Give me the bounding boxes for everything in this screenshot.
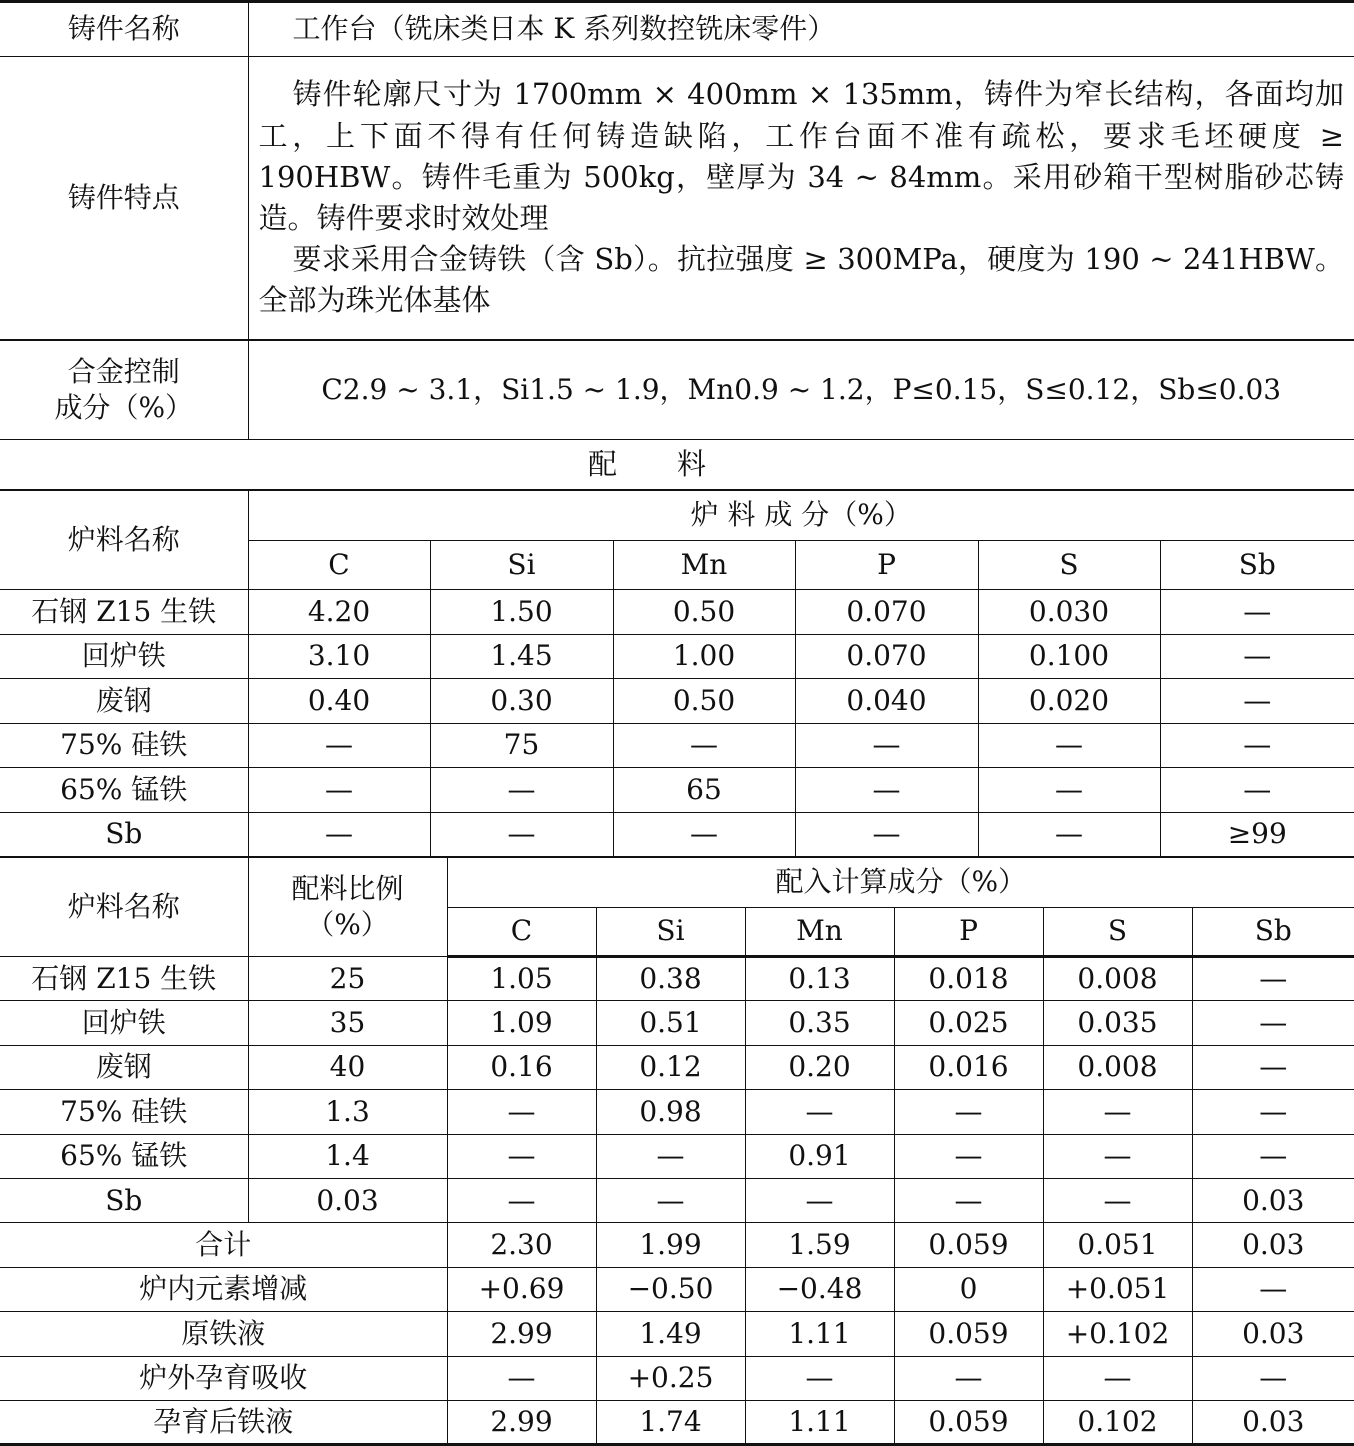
mix-header-row: [0, 858, 1354, 908]
mix-cell: —: [447, 1090, 596, 1134]
mix-summary-cell: 0.03: [1192, 1312, 1354, 1356]
mix-summary-cell: —: [1043, 1356, 1192, 1400]
mix-cell: —: [1043, 1178, 1192, 1222]
charge-row-name: 废钢: [0, 679, 248, 724]
mix-summary-row: [0, 1400, 1354, 1444]
charge-body: [0, 590, 1354, 857]
mix-row: [0, 1178, 1354, 1222]
alloy-control-label-line1: 合金控制: [67, 354, 180, 388]
mix-summary-name: 原铁液: [0, 1312, 447, 1356]
mix-cell: —: [1192, 1045, 1354, 1089]
mix-cell: —: [745, 1178, 894, 1222]
mix-summary-name: 炉内元素增减: [0, 1267, 447, 1311]
mix-row: [0, 957, 1354, 1001]
charge-cell: —: [1160, 590, 1354, 635]
charge-cell: —: [613, 812, 795, 857]
charge-cell: —: [795, 723, 978, 768]
charge-row-name: 回炉铁: [0, 634, 248, 679]
mix-row-name: Sb: [0, 1178, 248, 1222]
mix-cell: —: [745, 1090, 894, 1134]
mix-summary-name: 炉外孕育吸收: [0, 1356, 447, 1400]
charge-cell: 3.10: [248, 634, 430, 679]
mix-cell: 0.16: [447, 1045, 596, 1089]
mix-row-ratio: 25: [248, 957, 447, 1001]
mix-summary-cell: +0.69: [447, 1267, 596, 1311]
mix-row-name: 65% 锰铁: [0, 1134, 248, 1178]
charge-col-header: S: [978, 541, 1160, 590]
charge-cell: 0.40: [248, 679, 430, 724]
charge-row: [0, 812, 1354, 857]
mix-cell: —: [1192, 957, 1354, 1001]
mix-ratio-header-line2: （%）: [306, 908, 389, 941]
mix-cell: 1.05: [447, 957, 596, 1001]
charge-row-name: 石钢 Z15 生铁: [0, 590, 248, 635]
mix-summary-cell: 0: [894, 1267, 1043, 1311]
mix-cell: 0.13: [745, 957, 894, 1001]
alloy-control-label-line2: 成分（%）: [54, 391, 194, 424]
charge-cell: —: [430, 812, 613, 857]
charge-cell: 0.50: [613, 679, 795, 724]
mix-cell: —: [894, 1134, 1043, 1178]
charge-group-header: 炉 料 成 分（%）: [248, 491, 1354, 541]
mix-col-header: Si: [596, 908, 745, 957]
charge-col-header: P: [795, 541, 978, 590]
casting-info-table: [0, 0, 1354, 340]
charge-col-header: Sb: [1160, 541, 1354, 590]
charge-name-header: 炉料名称: [0, 491, 248, 590]
mix-ratio-header: [248, 858, 447, 957]
mix-col-header: Sb: [1192, 908, 1354, 957]
casting-name-label: 铸件名称: [0, 2, 248, 57]
mix-cell: —: [894, 1178, 1043, 1222]
charge-row: [0, 723, 1354, 768]
mix-col-header: S: [1043, 908, 1192, 957]
mix-cell: 0.03: [1192, 1178, 1354, 1222]
mix-cell: —: [1192, 1090, 1354, 1134]
mix-summary-cell: 1.49: [596, 1312, 745, 1356]
charge-cell: 0.070: [795, 634, 978, 679]
charge-cell: —: [795, 768, 978, 813]
mix-cell: 0.025: [894, 1001, 1043, 1045]
mix-col-header: C: [447, 908, 596, 957]
charge-cell: 0.50: [613, 590, 795, 635]
charge-row: [0, 634, 1354, 679]
charge-cell: 0.070: [795, 590, 978, 635]
mix-summary-row: [0, 1223, 1354, 1267]
mix-cell: 0.38: [596, 957, 745, 1001]
alloy-control-table: [0, 340, 1354, 490]
mix-calculation-table: [0, 857, 1354, 1446]
charge-header-row: [0, 491, 1354, 541]
charge-cell: 1.45: [430, 634, 613, 679]
charge-cell: —: [248, 812, 430, 857]
mix-row: [0, 1134, 1354, 1178]
mix-cell: 1.09: [447, 1001, 596, 1045]
charge-cell: 4.20: [248, 590, 430, 635]
casting-feature-paragraph-1: 铸件轮廓尺寸为 1700mm × 400mm × 135mm，铸件为窄长结构，各面均加工，上下面不得有任何铸造缺陷，工作台面不准有疏松，要求毛坯硬度 ≥ 190HBW。铸件毛重为 500kg，壁厚为 34 ~ 84mm。采用砂箱干型树脂砂芯铸造。铸件要求时效处理: [258, 77, 1344, 235]
charge-cell: —: [978, 768, 1160, 813]
mix-summary-name: 孕育后铁液: [0, 1400, 447, 1444]
mix-summary-cell: 2.99: [447, 1400, 596, 1444]
mix-summary-cell: −0.50: [596, 1267, 745, 1311]
mix-summary-cell: 0.059: [894, 1312, 1043, 1356]
mix-summary-row: [0, 1312, 1354, 1356]
mix-row-name: 75% 硅铁: [0, 1090, 248, 1134]
charge-cell: —: [1160, 723, 1354, 768]
mix-cell: 0.51: [596, 1001, 745, 1045]
mix-summary-cell: 0.059: [894, 1400, 1043, 1444]
mix-summary-cell: —: [745, 1356, 894, 1400]
section-title: 配料: [0, 440, 1354, 490]
mix-summary-name: 合计: [0, 1223, 447, 1267]
charge-cell: —: [795, 812, 978, 857]
mix-cell: 0.008: [1043, 957, 1192, 1001]
alloy-control-row: [0, 341, 1354, 440]
mix-cell: 0.20: [745, 1045, 894, 1089]
mix-cell: 0.018: [894, 957, 1043, 1001]
charge-row: [0, 768, 1354, 813]
mix-col-header: P: [894, 908, 1043, 957]
mix-summary-row: [0, 1267, 1354, 1311]
mix-summary-cell: +0.102: [1043, 1312, 1192, 1356]
mix-row-ratio: 35: [248, 1001, 447, 1045]
charge-cell: —: [248, 768, 430, 813]
mix-cell: —: [894, 1090, 1043, 1134]
charge-col-header: Si: [430, 541, 613, 590]
mix-cell: —: [1043, 1134, 1192, 1178]
mix-cell: 0.35: [745, 1001, 894, 1045]
mix-cell: 0.016: [894, 1045, 1043, 1089]
mix-cell: —: [447, 1134, 596, 1178]
mix-cell: 0.008: [1043, 1045, 1192, 1089]
mix-cell: —: [447, 1178, 596, 1222]
mix-summary-cell: 0.03: [1192, 1400, 1354, 1444]
mix-summary-cell: −0.48: [745, 1267, 894, 1311]
charge-row: [0, 590, 1354, 635]
mix-row-name: 废钢: [0, 1045, 248, 1089]
mix-summary-cell: 2.99: [447, 1312, 596, 1356]
mix-summary-cell: —: [447, 1356, 596, 1400]
charge-cell: 75: [430, 723, 613, 768]
charge-row-name: Sb: [0, 812, 248, 857]
mix-summary-cell: 0.03: [1192, 1223, 1354, 1267]
alloy-control-label: [0, 341, 248, 440]
mix-row-ratio: 0.03: [248, 1178, 447, 1222]
mix-cell: 0.035: [1043, 1001, 1192, 1045]
mix-body: [0, 957, 1354, 1445]
mix-summary-cell: —: [894, 1356, 1043, 1400]
charge-cell: —: [430, 768, 613, 813]
mix-summary-cell: +0.25: [596, 1356, 745, 1400]
casting-feature-row: [0, 57, 1354, 340]
mix-cell: 0.12: [596, 1045, 745, 1089]
alloy-control-value: C2.9 ~ 3.1，Si1.5 ~ 1.9，Mn0.9 ~ 1.2，P≤0.15，S≤0.12，Sb≤0.03: [248, 341, 1354, 440]
mix-row-name: 回炉铁: [0, 1001, 248, 1045]
mix-summary-cell: 1.99: [596, 1223, 745, 1267]
charge-col-header: C: [248, 541, 430, 590]
mix-summary-cell: 1.11: [745, 1400, 894, 1444]
mix-summary-cell: 2.30: [447, 1223, 596, 1267]
mix-summary-cell: +0.051: [1043, 1267, 1192, 1311]
charge-cell: —: [613, 723, 795, 768]
charge-cell: —: [978, 812, 1160, 857]
charge-cell: 0.30: [430, 679, 613, 724]
charge-col-header: Mn: [613, 541, 795, 590]
charge-cell: —: [1160, 634, 1354, 679]
charge-composition-table: [0, 490, 1354, 857]
mix-cell: 0.98: [596, 1090, 745, 1134]
mix-summary-row: [0, 1356, 1354, 1400]
mix-summary-cell: 0.059: [894, 1223, 1043, 1267]
mix-row: [0, 1001, 1354, 1045]
mix-row-ratio: 1.4: [248, 1134, 447, 1178]
mix-name-header: 炉料名称: [0, 858, 248, 957]
charge-cell: 0.030: [978, 590, 1160, 635]
mix-cell: —: [596, 1134, 745, 1178]
mix-summary-cell: 0.051: [1043, 1223, 1192, 1267]
mix-row: [0, 1045, 1354, 1089]
charge-cell: ≥99: [1160, 812, 1354, 857]
mix-cell: —: [596, 1178, 745, 1222]
mix-summary-cell: 1.11: [745, 1312, 894, 1356]
mix-cell: —: [1043, 1090, 1192, 1134]
mix-cell: 0.91: [745, 1134, 894, 1178]
casting-name-value: 工作台（铣床类日本 K 系列数控铣床零件）: [248, 2, 1354, 57]
casting-feature-label: 铸件特点: [0, 57, 248, 340]
mix-group-header: 配入计算成分（%）: [447, 858, 1354, 908]
mix-cell: —: [1192, 1001, 1354, 1045]
mix-summary-cell: 0.102: [1043, 1400, 1192, 1444]
charge-cell: —: [1160, 679, 1354, 724]
mix-row-ratio: 1.3: [248, 1090, 447, 1134]
charge-row-name: 65% 锰铁: [0, 768, 248, 813]
charge-cell: 1.50: [430, 590, 613, 635]
charge-row-name: 75% 硅铁: [0, 723, 248, 768]
charge-cell: 0.020: [978, 679, 1160, 724]
casting-feature-body: [248, 57, 1354, 340]
mix-summary-cell: —: [1192, 1356, 1354, 1400]
mix-row: [0, 1090, 1354, 1134]
mix-summary-cell: 1.59: [745, 1223, 894, 1267]
mix-ratio-header-line1: 配料比例: [291, 871, 404, 905]
charge-cell: 65: [613, 768, 795, 813]
section-title-row: [0, 440, 1354, 490]
mix-row-name: 石钢 Z15 生铁: [0, 957, 248, 1001]
charge-row: [0, 679, 1354, 724]
charge-cell: 0.040: [795, 679, 978, 724]
charge-cell: 0.100: [978, 634, 1160, 679]
casting-feature-paragraph-2: 要求采用合金铸铁（含 Sb）。抗拉强度 ≥ 300MPa，硬度为 190 ~ 241HBW。全部为珠光体基体: [258, 242, 1344, 318]
mix-summary-cell: —: [1192, 1267, 1354, 1311]
casting-name-row: [0, 2, 1354, 57]
charge-cell: —: [248, 723, 430, 768]
charge-cell: —: [1160, 768, 1354, 813]
charge-cell: —: [978, 723, 1160, 768]
mix-row-ratio: 40: [248, 1045, 447, 1089]
mix-cell: —: [1192, 1134, 1354, 1178]
charge-cell: 1.00: [613, 634, 795, 679]
mix-summary-cell: 1.74: [596, 1400, 745, 1444]
mix-col-header: Mn: [745, 908, 894, 957]
